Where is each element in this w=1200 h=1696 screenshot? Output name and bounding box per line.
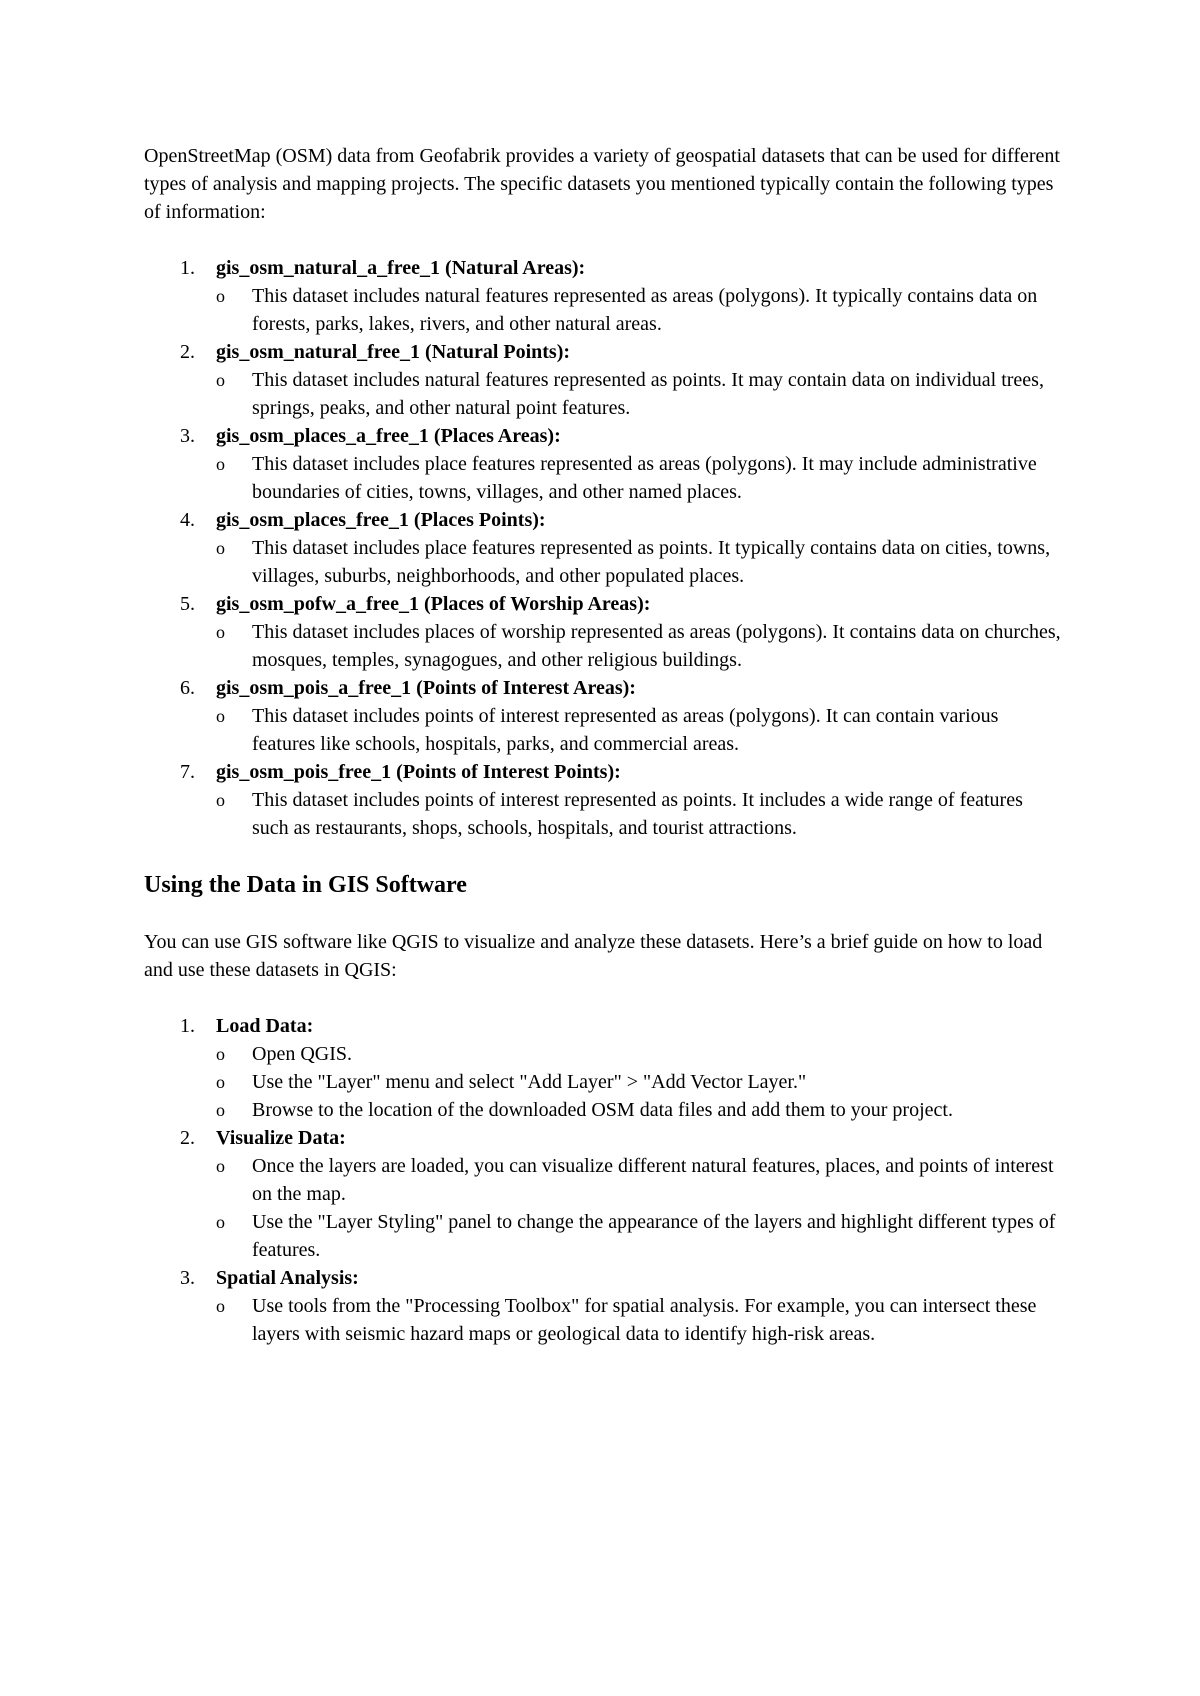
step-title: Visualize Data: xyxy=(216,1127,346,1149)
sub-list xyxy=(216,534,1064,590)
list-number: 3. xyxy=(180,1267,195,1289)
list-item xyxy=(144,338,1064,422)
dataset-title: gis_osm_pofw_a_free_1 (Places of Worship Areas): xyxy=(216,593,651,615)
sub-list-item xyxy=(180,366,1064,422)
list-number: 2. xyxy=(180,341,195,363)
dataset-description: This dataset includes place features represented as areas (polygons). It may include administrative boundaries of cities, towns, villages, and other named places. xyxy=(252,453,1037,503)
sub-list-item xyxy=(180,282,1064,338)
list-item xyxy=(144,506,1064,590)
dataset-description: This dataset includes points of interest represented as points. It includes a wide range of features such as restaurants, shops, schools, hospitals, and tourist attractions. xyxy=(252,789,1023,839)
section-intro: You can use GIS software like QGIS to visualize and analyze these datasets. Here’s a brief guide on how to load and use these datasets in QGIS: xyxy=(144,931,1043,981)
dataset-description: This dataset includes points of interest represented as areas (polygons). It can contain various features like schools, hospitals, parks, and commercial areas. xyxy=(252,705,999,755)
intro-paragraph: OpenStreetMap (OSM) data from Geofabrik provides a variety of geospatial datasets that can be used for different types of analysis and mapping projects. The specific datasets you mentioned typically contain the following types of information: xyxy=(144,145,1060,223)
sub-list-item xyxy=(180,450,1064,506)
section-heading: Using the Data in GIS Software xyxy=(144,872,467,898)
dataset-list xyxy=(144,254,1064,842)
list-item xyxy=(144,1264,1064,1348)
step-title: Spatial Analysis: xyxy=(216,1267,359,1289)
sub-list-item xyxy=(180,618,1064,674)
list-item xyxy=(144,254,1064,338)
bullet-icon: o xyxy=(216,454,225,474)
list-number: 5. xyxy=(180,593,195,615)
step-bullet: Once the layers are loaded, you can visualize different natural features, places, and points of interest on the map. xyxy=(252,1155,1054,1205)
sub-list xyxy=(216,1292,1064,1348)
step-bullet: Use the "Layer" menu and select "Add Layer" > "Add Vector Layer." xyxy=(252,1071,807,1093)
dataset-description: This dataset includes place features represented as points. It typically contains data on cities, towns, villages, suburbs, neighborhoods, and other populated places. xyxy=(252,537,1051,587)
bullet-icon: o xyxy=(216,1044,225,1064)
bullet-icon: o xyxy=(216,1212,225,1232)
list-number: 4. xyxy=(180,509,195,531)
sub-list-item xyxy=(180,786,1064,842)
sub-list xyxy=(216,618,1064,674)
document-page xyxy=(144,142,1064,1348)
dataset-title: gis_osm_pois_a_free_1 (Points of Interest Areas): xyxy=(216,677,636,699)
sub-list xyxy=(216,1152,1064,1264)
list-item xyxy=(144,422,1064,506)
dataset-title: gis_osm_pois_free_1 (Points of Interest Points): xyxy=(216,761,621,783)
sub-list-item xyxy=(180,702,1064,758)
sub-list xyxy=(216,282,1064,338)
bullet-icon: o xyxy=(216,1072,225,1092)
dataset-description: This dataset includes places of worship represented as areas (polygons). It contains data on churches, mosques, temples, synagogues, and other religious buildings. xyxy=(252,621,1061,671)
dataset-title: gis_osm_places_free_1 (Places Points): xyxy=(216,509,546,531)
sub-list-item xyxy=(180,534,1064,590)
sub-list-item xyxy=(180,1096,1064,1124)
sub-list xyxy=(216,702,1064,758)
bullet-icon: o xyxy=(216,622,225,642)
list-item xyxy=(144,1124,1064,1264)
list-number: 3. xyxy=(180,425,195,447)
dataset-description: This dataset includes natural features represented as points. It may contain data on individual trees, springs, peaks, and other natural point features. xyxy=(252,369,1044,419)
list-item xyxy=(144,674,1064,758)
bullet-icon: o xyxy=(216,1100,225,1120)
step-bullet: Open QGIS. xyxy=(252,1043,352,1065)
dataset-title: gis_osm_natural_free_1 (Natural Points): xyxy=(216,341,571,363)
list-number: 1. xyxy=(180,257,195,279)
sub-list-item xyxy=(180,1292,1064,1348)
step-bullet: Use the "Layer Styling" panel to change the appearance of the layers and highlight different types of features. xyxy=(252,1211,1056,1261)
steps-list xyxy=(144,1012,1064,1348)
step-bullet: Use tools from the "Processing Toolbox" for spatial analysis. For example, you can intersect these layers with seismic hazard maps or geological data to identify high-risk areas. xyxy=(252,1295,1037,1345)
list-number: 7. xyxy=(180,761,195,783)
list-number: 1. xyxy=(180,1015,195,1037)
list-item xyxy=(144,590,1064,674)
dataset-description: This dataset includes natural features represented as areas (polygons). It typically contains data on forests, parks, lakes, rivers, and other natural areas. xyxy=(252,285,1038,335)
bullet-icon: o xyxy=(216,706,225,726)
sub-list-item xyxy=(180,1208,1064,1264)
bullet-icon: o xyxy=(216,1296,225,1316)
list-number: 2. xyxy=(180,1127,195,1149)
spacer xyxy=(144,842,1064,858)
dataset-title: gis_osm_natural_a_free_1 (Natural Areas): xyxy=(216,257,586,279)
sub-list-item xyxy=(180,1152,1064,1208)
list-number: 6. xyxy=(180,677,195,699)
sub-list-item xyxy=(180,1068,1064,1096)
list-item xyxy=(144,758,1064,842)
list-item xyxy=(144,1012,1064,1124)
bullet-icon: o xyxy=(216,286,225,306)
sub-list xyxy=(216,366,1064,422)
sub-list xyxy=(216,450,1064,506)
sub-list-item xyxy=(180,1040,1064,1068)
bullet-icon: o xyxy=(216,538,225,558)
bullet-icon: o xyxy=(216,370,225,390)
sub-list xyxy=(216,1040,1064,1124)
dataset-title: gis_osm_places_a_free_1 (Places Areas): xyxy=(216,425,561,447)
bullet-icon: o xyxy=(216,1156,225,1176)
step-title: Load Data: xyxy=(216,1015,314,1037)
step-bullet: Browse to the location of the downloaded OSM data files and add them to your project. xyxy=(252,1099,953,1121)
bullet-icon: o xyxy=(216,790,225,810)
sub-list xyxy=(216,786,1064,842)
